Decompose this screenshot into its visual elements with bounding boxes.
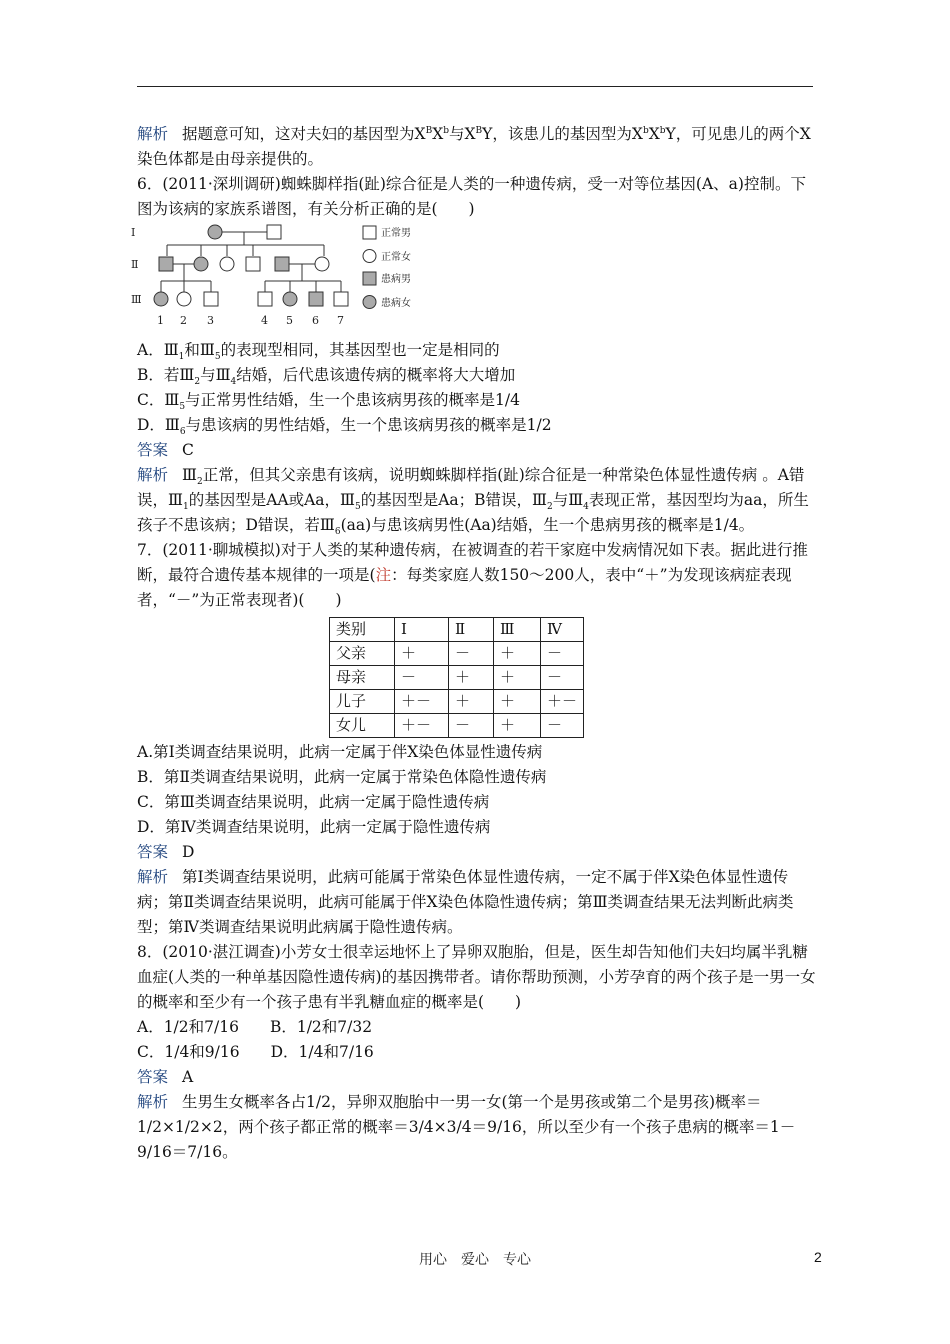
table-row: 母亲 － ＋ ＋ － (330, 666, 584, 690)
legend-normal-male-icon (363, 226, 376, 239)
q8-answer: 答案 A (137, 1068, 194, 1086)
ped-II-4 (246, 257, 260, 271)
ped-III-5 (283, 292, 297, 306)
ped-I-1 (208, 225, 222, 239)
q6-stem: 6．(2011·深圳调研)蜘蛛脚样指(趾)综合征是人类的一种遗传病，受一对等位基因(A、a)控制。下图为该病的家族系谱图，有关分析正确的是( ) (137, 175, 806, 218)
q8-stem: 8．(2010·湛江调查)小芳女士很幸运地怀上了异卵双胞胎，但是，医生却告知他们夫妇均属半乳糖血症(人类的一种单基因隐性遗传病)的基因携带者。请你帮助预测，小芳孕育的两个孩子是一男一女的概率和至少有一个孩子患有半乳糖血症的概率是( ) (137, 943, 816, 1011)
q6-option-b: B．若$Ⅲ_2$与$Ⅲ_4$结婚，后代患该遗传病的概率将大大增加 (137, 366, 516, 388)
ped-II-3 (220, 257, 234, 271)
num-3: 3 (207, 314, 214, 327)
q8-analysis: 解析 生男生女概率各占1/2，异卵双胞胎中一男一女(第一个是男孩或第二个是男孩)概率＝1/2×1/2×2，两个孩子都正常的概率＝3/4×3/4＝9/16，所以至少有一个孩子患病的概率＝1－9/16＝7/16。 (137, 1093, 796, 1161)
q7-option-c: C．第Ⅲ类调查结果说明，此病一定属于隐性遗传病 (137, 793, 490, 811)
q7-survey-table (329, 617, 584, 738)
ped-III-1 (154, 292, 168, 306)
page-number: 2 (814, 1249, 822, 1265)
q7-option-b: B．第Ⅱ类调查结果说明，此病一定属于常染色体隐性遗传病 (137, 768, 547, 786)
q6-option-c: C．$Ⅲ_5$与正常男性结婚，生一个患该病男孩的概率是1/4 (137, 391, 520, 413)
page-footer: 用心 爱心 专心 (419, 1252, 531, 1268)
page-content (131, 122, 817, 1165)
legend-normal-male: 正常男 (381, 228, 411, 239)
gen-label-II: Ⅱ (131, 258, 139, 271)
legend-affected-female: 患病女 (381, 298, 411, 309)
gen-label-I: Ⅰ (131, 226, 136, 239)
q6-answer: 答案 C (137, 441, 194, 459)
q8-options-cd: C．1/4和9/16 D．1/4和7/16 (137, 1043, 374, 1061)
num-6: 6 (312, 314, 319, 327)
table-row: 类别 Ⅰ Ⅱ Ⅲ Ⅳ (330, 618, 584, 642)
ped-III-4 (258, 292, 272, 306)
ped-III-2 (177, 292, 191, 306)
table-row: 儿子 ＋－ ＋ ＋ ＋－ (330, 690, 584, 714)
ped-III-3 (204, 292, 218, 306)
q6-analysis: 解析 $Ⅲ_2$正常，但其父亲患有该病，说明蜘蛛脚样指(趾)综合征是一种常染色体显性遗传病 。A错误，$Ⅲ_1$的基因型是AA或Aa，$Ⅲ_5$的基因型是Aa；B错误，$Ⅲ_2$与$Ⅲ_4$表现正常，基因型均为aa，所生孩子不患该病；D错误，若$Ⅲ_6(aa)$与患该病男性(Aa)结婚，生一个患病男孩的概率是1/4。 (137, 466, 809, 538)
q8-options-ab: A．1/2和7/16 B．1/2和7/32 (137, 1018, 373, 1036)
q7-answer: 答案 D (137, 843, 195, 861)
q7-option-d: D．第Ⅳ类调查结果说明，此病一定属于隐性遗传病 (137, 818, 491, 836)
q6-option-d: D．$Ⅲ_6$与患该病的男性结婚，生一个患该病男孩的概率是1/2 (137, 416, 552, 438)
q7-analysis: 解析 第Ⅰ类调查结果说明，此病可能属于常染色体显性遗传病，一定不属于伴X染色体显性遗传病；第Ⅱ类调查结果说明，此病可能属于伴X染色体隐性遗传病；第Ⅲ类调查结果无法判断此病类型；第Ⅳ类调查结果说明此病属于隐性遗传病。 (137, 868, 794, 936)
q7-option-a: A.第Ⅰ类调查结果说明，此病一定属于伴X染色体显性遗传病 (137, 743, 543, 761)
ped-III-6 (309, 292, 323, 306)
q6-option-a: A．$Ⅲ_1$和$Ⅲ_5$的表现型相同，其基因型也一定是相同的 (137, 341, 500, 363)
legend-normal-female-icon (363, 250, 376, 263)
q7-stem: 7．(2011·聊城模拟)对于人类的某种遗传病，在被调查的若干家庭中发病情况如下表。据此进行推断，最符合遗传基本规律的一项是(注：每类家庭人数150～200人，表中“＋”为发现该病症表现者，“－”为正常表现者)( ) (137, 541, 808, 609)
num-1: 1 (157, 314, 164, 327)
analysis-label: 解析 (137, 125, 169, 143)
ped-II-6 (315, 257, 329, 271)
legend-affected-male: 患病男 (381, 274, 411, 285)
table-row: 女儿 ＋－ － ＋ － (330, 714, 584, 738)
pedigree-chart (129, 224, 419, 332)
ped-II-2 (194, 257, 208, 271)
num-2: 2 (180, 314, 187, 327)
ped-II-5 (275, 257, 289, 271)
legend-affected-female-icon (363, 296, 376, 309)
num-4: 4 (261, 314, 268, 327)
ped-II-1 (159, 257, 173, 271)
header-rule (137, 86, 813, 87)
num-5: 5 (286, 314, 293, 327)
q5-analysis: 解析 据题意可知，这对夫妇的基因型为$X^BX^b$与$X^BY$，该患儿的基因型为$X^bX^bY$，可见患儿的两个X染色体都是由母亲提供的。 (137, 125, 811, 168)
num-7: 7 (337, 314, 344, 327)
table-row: 父亲 ＋ － ＋ － (330, 642, 584, 666)
ped-III-7 (334, 292, 348, 306)
ped-I-2 (267, 225, 281, 239)
legend-affected-male-icon (363, 272, 376, 285)
gen-label-III: Ⅲ (131, 293, 142, 306)
legend-normal-female: 正常女 (381, 252, 411, 263)
